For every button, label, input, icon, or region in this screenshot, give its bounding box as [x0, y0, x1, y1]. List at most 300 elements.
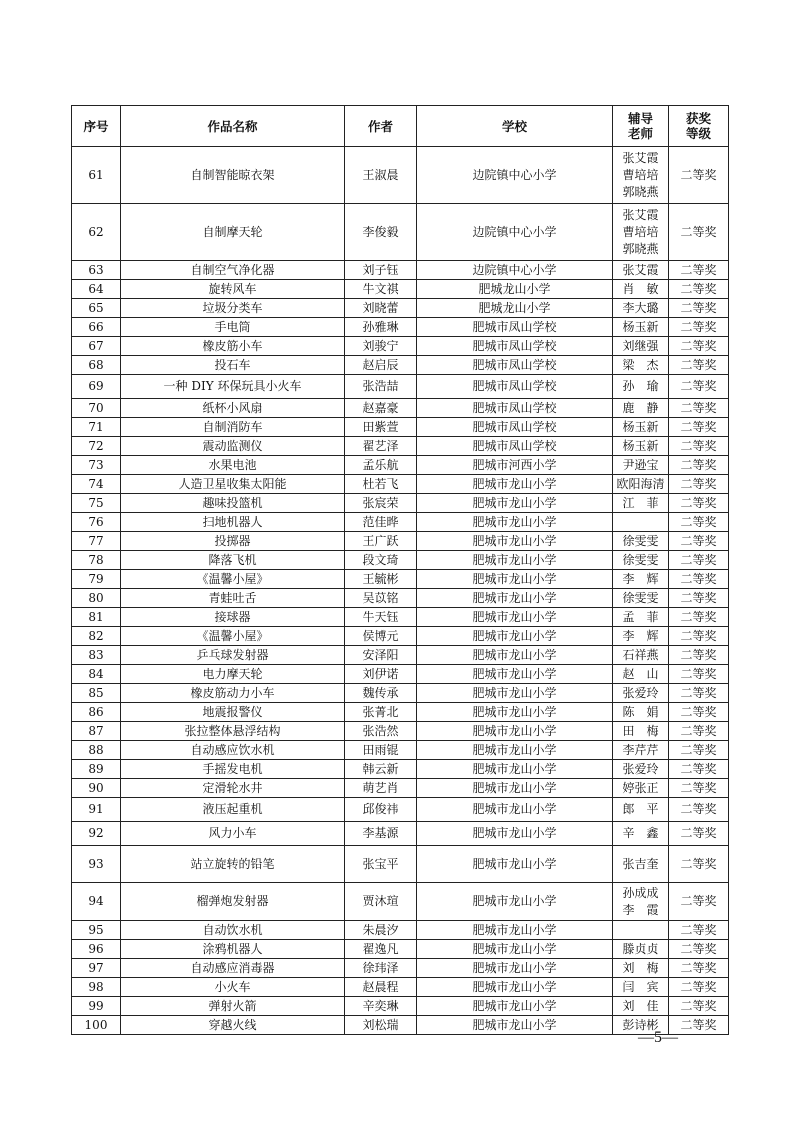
cell-work: 手摇发电机: [121, 760, 345, 779]
cell-school: 肥城龙山小学: [417, 280, 613, 299]
cell-advisor: [613, 703, 669, 722]
advisor-name: 肖 敏: [622, 281, 659, 296]
cell-school: 肥城市龙山小学: [417, 494, 613, 513]
cell-work: 青蛙吐舌: [121, 589, 345, 608]
cell-advisor: [613, 399, 669, 418]
cell-author: 安泽阳: [345, 646, 417, 665]
cell-award: 二等奖: [669, 997, 729, 1016]
table-row: [72, 959, 729, 978]
table-row: [72, 375, 729, 399]
table-row: [72, 684, 729, 703]
table-body: [72, 147, 729, 1035]
cell-num: 75: [72, 494, 121, 513]
cell-award: 二等奖: [669, 627, 729, 646]
cell-num: 71: [72, 418, 121, 437]
cell-award: 二等奖: [669, 475, 729, 494]
cell-work: 液压起重机: [121, 798, 345, 822]
advisor-name: 徐雯雯: [622, 533, 659, 548]
cell-school: 肥城市凤山学校: [417, 418, 613, 437]
cell-num: 95: [72, 921, 121, 940]
cell-school: 肥城市龙山小学: [417, 513, 613, 532]
cell-award: 二等奖: [669, 703, 729, 722]
cell-award: 二等奖: [669, 665, 729, 684]
cell-work: 手电筒: [121, 318, 345, 337]
advisor-name: 田 梅: [622, 723, 659, 738]
cell-school: 肥城市龙山小学: [417, 684, 613, 703]
cell-author: 田紫萱: [345, 418, 417, 437]
table-row: [72, 456, 729, 475]
cell-advisor: [613, 147, 669, 204]
cell-work: 旋转风车: [121, 280, 345, 299]
advisor-name: 徐雯雯: [622, 590, 659, 605]
cell-school: 边院镇中心小学: [417, 204, 613, 261]
cell-author: 赵晨程: [345, 978, 417, 997]
cell-work: 涂鸦机器人: [121, 940, 345, 959]
cell-author: 刘子钰: [345, 261, 417, 280]
cell-num: 68: [72, 356, 121, 375]
cell-advisor: [613, 822, 669, 846]
cell-author: 朱晨汐: [345, 921, 417, 940]
cell-work: 自动感应饮水机: [121, 741, 345, 760]
table-row: [72, 551, 729, 570]
cell-author: 范佳晔: [345, 513, 417, 532]
cell-school: 肥城市龙山小学: [417, 798, 613, 822]
advisor-name: 张爱玲: [622, 761, 659, 776]
cell-work: 站立旋转的铅笔: [121, 846, 345, 883]
table-row: [72, 779, 729, 798]
cell-work: 降落飞机: [121, 551, 345, 570]
cell-author: 徐玮泽: [345, 959, 417, 978]
cell-num: 65: [72, 299, 121, 318]
cell-award: 二等奖: [669, 456, 729, 475]
cell-award: 二等奖: [669, 356, 729, 375]
cell-school: 肥城市河西小学: [417, 456, 613, 475]
cell-advisor: [613, 722, 669, 741]
cell-num: 97: [72, 959, 121, 978]
advisor-name: 彭诗彬: [622, 1017, 659, 1032]
cell-school: 肥城市龙山小学: [417, 1016, 613, 1035]
cell-advisor: [613, 437, 669, 456]
cell-school: 肥城市凤山学校: [417, 399, 613, 418]
cell-advisor: [613, 570, 669, 589]
advisor-name: 欧阳海清: [616, 476, 665, 491]
advisor-name: 李 霞: [622, 902, 659, 917]
advisor-name: 鹿 静: [622, 400, 659, 415]
cell-work: 垃圾分类车: [121, 299, 345, 318]
advisor-name: 李大璐: [622, 300, 659, 315]
table-row: [72, 741, 729, 760]
cell-num: 76: [72, 513, 121, 532]
advisor-name: 杨玉新: [622, 438, 659, 453]
table-row: [72, 665, 729, 684]
advisor-name: 郭晓燕: [622, 184, 659, 199]
cell-award: 二等奖: [669, 921, 729, 940]
table-row: [72, 261, 729, 280]
advisor-name: 徐雯雯: [622, 552, 659, 567]
cell-num: 87: [72, 722, 121, 741]
cell-award: 二等奖: [669, 608, 729, 627]
cell-school: 肥城市龙山小学: [417, 532, 613, 551]
cell-work: 张拉整体悬浮结构: [121, 722, 345, 741]
cell-num: 94: [72, 883, 121, 921]
cell-advisor: [613, 627, 669, 646]
cell-num: 77: [72, 532, 121, 551]
advisor-name: 刘 梅: [622, 960, 659, 975]
table-row: [72, 147, 729, 204]
cell-school: 肥城市龙山小学: [417, 570, 613, 589]
cell-num: 99: [72, 997, 121, 1016]
advisor-name: 郎 平: [622, 802, 659, 816]
cell-school: 肥城市龙山小学: [417, 722, 613, 741]
advisor-name: 李芹芹: [622, 742, 659, 757]
table-row: [72, 978, 729, 997]
cell-advisor: [613, 261, 669, 280]
cell-num: 67: [72, 337, 121, 356]
cell-work: 定滑轮水井: [121, 779, 345, 798]
cell-num: 84: [72, 665, 121, 684]
cell-num: 91: [72, 798, 121, 822]
cell-work: 《温馨小屋》: [121, 570, 345, 589]
table-row: [72, 798, 729, 822]
cell-advisor: [613, 846, 669, 883]
cell-work: 橡皮筋小车: [121, 337, 345, 356]
advisor-name: 李 辉: [622, 571, 659, 586]
cell-num: 89: [72, 760, 121, 779]
cell-school: 肥城市凤山学校: [417, 375, 613, 399]
cell-school: 边院镇中心小学: [417, 261, 613, 280]
cell-award: 二等奖: [669, 147, 729, 204]
cell-num: 78: [72, 551, 121, 570]
cell-school: 肥城市龙山小学: [417, 589, 613, 608]
advisor-name: 滕贞贞: [622, 941, 659, 956]
cell-work: 榴弹炮发射器: [121, 883, 345, 921]
cell-advisor: [613, 921, 669, 940]
award-table: [71, 105, 729, 1035]
cell-work: 纸杯小风扇: [121, 399, 345, 418]
cell-author: 刘伊诺: [345, 665, 417, 684]
cell-advisor: [613, 299, 669, 318]
cell-num: 81: [72, 608, 121, 627]
cell-school: 肥城市龙山小学: [417, 760, 613, 779]
cell-school: 肥城市龙山小学: [417, 608, 613, 627]
cell-award: 二等奖: [669, 589, 729, 608]
cell-author: 赵启辰: [345, 356, 417, 375]
cell-num: 93: [72, 846, 121, 883]
cell-advisor: [613, 318, 669, 337]
cell-advisor: [613, 684, 669, 703]
advisor-name: 婷张正: [622, 780, 659, 795]
cell-author: 张菁北: [345, 703, 417, 722]
cell-award: 二等奖: [669, 760, 729, 779]
table-row: [72, 722, 729, 741]
cell-school: 肥城市龙山小学: [417, 921, 613, 940]
cell-school: 肥城市龙山小学: [417, 779, 613, 798]
cell-award: 二等奖: [669, 375, 729, 399]
cell-award: 二等奖: [669, 646, 729, 665]
cell-award: 二等奖: [669, 299, 729, 318]
cell-author: 辛奕琳: [345, 997, 417, 1016]
cell-advisor: [613, 940, 669, 959]
cell-school: 肥城市龙山小学: [417, 959, 613, 978]
cell-award: 二等奖: [669, 418, 729, 437]
cell-num: 74: [72, 475, 121, 494]
cell-award: 二等奖: [669, 822, 729, 846]
advisor-name: 曹培培: [622, 167, 659, 182]
cell-num: 85: [72, 684, 121, 703]
cell-num: 73: [72, 456, 121, 475]
cell-num: 61: [72, 147, 121, 204]
cell-award: 二等奖: [669, 280, 729, 299]
cell-award: 二等奖: [669, 532, 729, 551]
cell-author: 段文琦: [345, 551, 417, 570]
cell-advisor: [613, 204, 669, 261]
cell-award: 二等奖: [669, 741, 729, 760]
cell-num: 70: [72, 399, 121, 418]
cell-school: 肥城市龙山小学: [417, 741, 613, 760]
cell-author: 田雨锟: [345, 741, 417, 760]
cell-school: 肥城市龙山小学: [417, 978, 613, 997]
cell-award: 二等奖: [669, 337, 729, 356]
cell-work: 橡皮筋动力小车: [121, 684, 345, 703]
cell-author: 萌艺肖: [345, 779, 417, 798]
table-row: [72, 822, 729, 846]
cell-author: 刘晓蕾: [345, 299, 417, 318]
cell-num: 86: [72, 703, 121, 722]
cell-work: 投掷器: [121, 532, 345, 551]
cell-num: 72: [72, 437, 121, 456]
advisor-name: 刘继强: [622, 338, 659, 353]
advisor-name: 梁 杰: [622, 357, 659, 372]
cell-work: 趣味投篮机: [121, 494, 345, 513]
cell-award: 二等奖: [669, 318, 729, 337]
cell-advisor: [613, 883, 669, 921]
cell-school: 肥城市龙山小学: [417, 940, 613, 959]
advisor-name: 张艾霞: [622, 262, 659, 277]
cell-author: 张浩喆: [345, 375, 417, 399]
cell-school: 肥城市凤山学校: [417, 437, 613, 456]
cell-award: 二等奖: [669, 513, 729, 532]
cell-author: 李俊毅: [345, 204, 417, 261]
cell-award: 二等奖: [669, 940, 729, 959]
cell-author: 孟乐航: [345, 456, 417, 475]
cell-work: 震动监测仪: [121, 437, 345, 456]
cell-work: 自制智能晾衣架: [121, 147, 345, 204]
cell-award: 二等奖: [669, 399, 729, 418]
advisor-name: 刘 佳: [622, 998, 659, 1013]
cell-award: 二等奖: [669, 570, 729, 589]
cell-advisor: [613, 551, 669, 570]
advisor-name: 石祥燕: [622, 647, 659, 662]
table-row: [72, 204, 729, 261]
header-work: 作品名称: [121, 106, 345, 147]
cell-author: 邱俊祎: [345, 798, 417, 822]
cell-award: 二等奖: [669, 684, 729, 703]
cell-advisor: [613, 456, 669, 475]
cell-author: 张宸荣: [345, 494, 417, 513]
cell-work: 自制空气净化器: [121, 261, 345, 280]
table-row: [72, 703, 729, 722]
header-advisor: 辅导 老师: [613, 106, 669, 147]
cell-work: 弹射火箭: [121, 997, 345, 1016]
cell-school: 肥城市龙山小学: [417, 551, 613, 570]
cell-work: 水果电池: [121, 456, 345, 475]
cell-author: 刘松瑞: [345, 1016, 417, 1035]
cell-work: 电力摩天轮: [121, 665, 345, 684]
advisor-name: 张爱玲: [622, 685, 659, 700]
advisor-name: 闫 宾: [622, 979, 659, 994]
cell-award: 二等奖: [669, 978, 729, 997]
table-row: [72, 940, 729, 959]
cell-work: 自制消防车: [121, 418, 345, 437]
cell-num: 88: [72, 741, 121, 760]
advisor-name: 孟 菲: [622, 609, 659, 624]
table-row: [72, 337, 729, 356]
table-row: [72, 532, 729, 551]
cell-school: 肥城市凤山学校: [417, 337, 613, 356]
cell-advisor: [613, 356, 669, 375]
cell-num: 66: [72, 318, 121, 337]
page-number: —5—: [638, 1029, 678, 1046]
cell-author: 赵嘉豪: [345, 399, 417, 418]
table-row: [72, 646, 729, 665]
cell-author: 刘骏宁: [345, 337, 417, 356]
cell-advisor: [613, 779, 669, 798]
cell-advisor: [613, 418, 669, 437]
cell-work: 穿越火线: [121, 1016, 345, 1035]
cell-work: 投石车: [121, 356, 345, 375]
table-row: [72, 1016, 729, 1035]
cell-num: 83: [72, 646, 121, 665]
table-row: [72, 356, 729, 375]
table-row: [72, 318, 729, 337]
advisor-name: 张艾霞: [622, 207, 659, 222]
cell-author: 牛天钰: [345, 608, 417, 627]
cell-school: 肥城市龙山小学: [417, 475, 613, 494]
cell-work: 一种 DIY 环保玩具小火车: [121, 375, 345, 399]
table-row: [72, 513, 729, 532]
cell-num: 63: [72, 261, 121, 280]
cell-advisor: [613, 375, 669, 399]
cell-author: 王毓彬: [345, 570, 417, 589]
table-row: [72, 475, 729, 494]
cell-author: 李基源: [345, 822, 417, 846]
table-row: [72, 760, 729, 779]
cell-school: 肥城市龙山小学: [417, 646, 613, 665]
cell-author: 翟艺泽: [345, 437, 417, 456]
cell-num: 82: [72, 627, 121, 646]
cell-advisor: [613, 513, 669, 532]
advisor-name: 李 辉: [622, 628, 659, 643]
cell-award: 二等奖: [669, 846, 729, 883]
advisor-name: 陈 娟: [622, 704, 659, 719]
advisor-name: 辛 鑫: [622, 826, 659, 840]
cell-author: 贾沐瑄: [345, 883, 417, 921]
cell-award: 二等奖: [669, 883, 729, 921]
table-row: [72, 399, 729, 418]
cell-award: 二等奖: [669, 798, 729, 822]
cell-school: 肥城市龙山小学: [417, 883, 613, 921]
cell-school: 边院镇中心小学: [417, 147, 613, 204]
advisor-name: 孙 瑜: [622, 379, 659, 393]
cell-author: 王淑晨: [345, 147, 417, 204]
cell-school: 肥城市龙山小学: [417, 703, 613, 722]
table-row: [72, 608, 729, 627]
advisor-name: 赵 山: [622, 666, 659, 681]
cell-num: 100: [72, 1016, 121, 1035]
cell-school: 肥城市凤山学校: [417, 356, 613, 375]
cell-award: 二等奖: [669, 779, 729, 798]
cell-school: 肥城市龙山小学: [417, 846, 613, 883]
header-row: [72, 106, 729, 147]
cell-num: 62: [72, 204, 121, 261]
cell-advisor: [613, 532, 669, 551]
advisor-name: 杨玉新: [622, 419, 659, 434]
cell-num: 80: [72, 589, 121, 608]
cell-num: 90: [72, 779, 121, 798]
advisor-name: 张艾霞: [622, 150, 659, 165]
cell-author: 吴苡铭: [345, 589, 417, 608]
cell-work: 小火车: [121, 978, 345, 997]
cell-num: 79: [72, 570, 121, 589]
header-num: 序号: [72, 106, 121, 147]
cell-school: 肥城市龙山小学: [417, 627, 613, 646]
cell-author: 王广跃: [345, 532, 417, 551]
table-row: [72, 437, 729, 456]
cell-school: 肥城市凤山学校: [417, 318, 613, 337]
cell-advisor: [613, 798, 669, 822]
cell-author: 魏传承: [345, 684, 417, 703]
header-award: 获奖 等级: [669, 106, 729, 147]
cell-award: 二等奖: [669, 261, 729, 280]
cell-school: 肥城市龙山小学: [417, 665, 613, 684]
cell-num: 92: [72, 822, 121, 846]
cell-work: 自动饮水机: [121, 921, 345, 940]
cell-author: 张浩然: [345, 722, 417, 741]
cell-author: 张宝平: [345, 846, 417, 883]
cell-advisor: [613, 475, 669, 494]
table-row: [72, 418, 729, 437]
advisor-name: 孙成成: [622, 885, 659, 900]
cell-author: 侯博元: [345, 627, 417, 646]
cell-award: 二等奖: [669, 494, 729, 513]
cell-author: 杜若飞: [345, 475, 417, 494]
table-row: [72, 570, 729, 589]
cell-num: 69: [72, 375, 121, 399]
table-row: [72, 997, 729, 1016]
cell-advisor: [613, 608, 669, 627]
cell-award: 二等奖: [669, 204, 729, 261]
cell-advisor: [613, 978, 669, 997]
table-row: [72, 299, 729, 318]
table-row: [72, 846, 729, 883]
cell-work: 地震报警仪: [121, 703, 345, 722]
cell-work: 自动感应消毒器: [121, 959, 345, 978]
header-author: 作者: [345, 106, 417, 147]
cell-author: 翟逸凡: [345, 940, 417, 959]
cell-work: 乒乓球发射器: [121, 646, 345, 665]
header-school: 学校: [417, 106, 613, 147]
cell-work: 《温馨小屋》: [121, 627, 345, 646]
advisor-name: 杨玉新: [622, 319, 659, 334]
cell-advisor: [613, 665, 669, 684]
advisor-name: 郭晓燕: [622, 241, 659, 256]
cell-award: 二等奖: [669, 722, 729, 741]
cell-work: 风力小车: [121, 822, 345, 846]
cell-advisor: [613, 760, 669, 779]
table-row: [72, 883, 729, 921]
cell-advisor: [613, 337, 669, 356]
table-row: [72, 494, 729, 513]
